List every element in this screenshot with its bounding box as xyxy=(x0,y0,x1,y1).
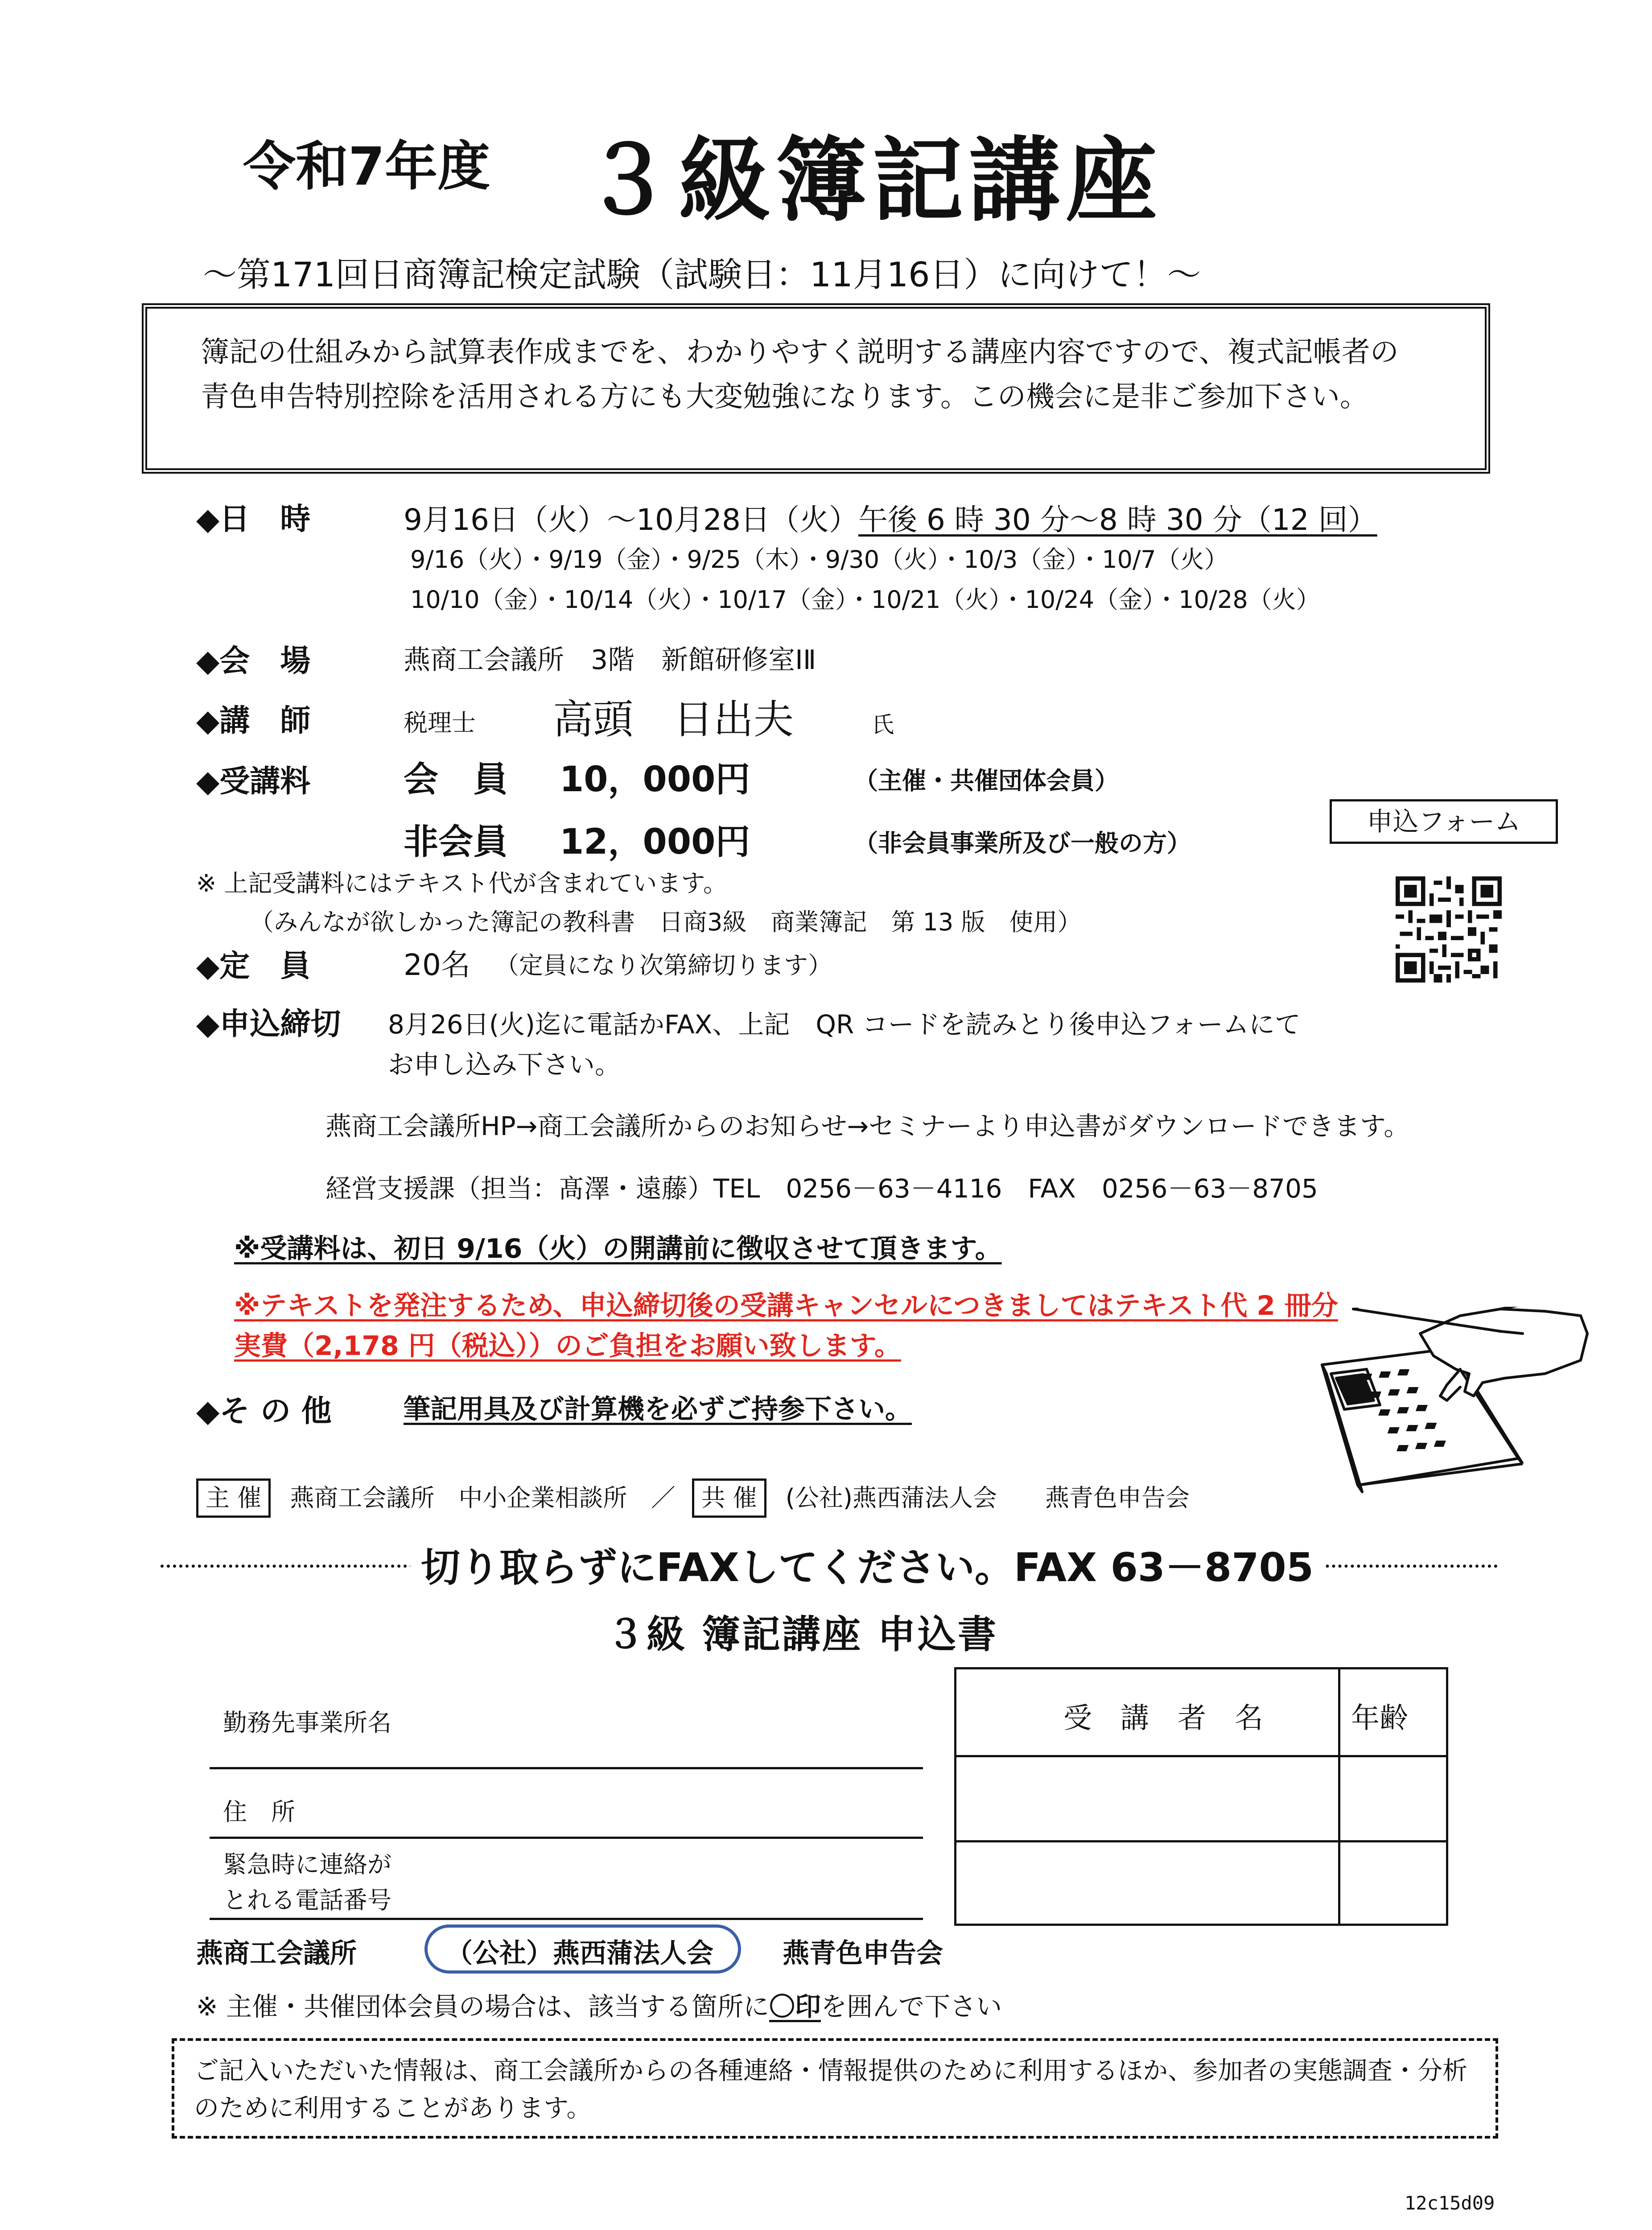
subtitle: ～第171回日商簿記検定試験（試験日：11月16日）に向けて！～ xyxy=(203,255,1201,294)
fee-nonmember-label: 非会員 xyxy=(404,822,508,862)
privacy-text: ご記入いただいた情報は、商工会議所からの各種連絡・情報提供のために利用するほか、参加者の実態調査・分析のために利用することがあります。 xyxy=(194,2057,1467,2123)
fax-instruction: 切り取らずにFAXしてください。FAX 63－8705 xyxy=(410,1536,1324,1593)
fee-member-amount: 10，000円 xyxy=(560,760,750,800)
schedule-time: 午後 6 時 30 分～8 時 30 分（12 回） xyxy=(858,503,1377,537)
fee-member-label: 会 員 xyxy=(404,760,508,800)
member-group-3[interactable]: 燕青色申告会 xyxy=(783,1938,943,1969)
capacity-label: ◆定 員 xyxy=(196,949,311,984)
attendee-age-field-1[interactable] xyxy=(1340,1757,1446,1840)
deadline-line-2: お申し込み下さい。 xyxy=(388,1049,621,1080)
cohost-value: (公社)燕西蒲法人会 燕青色申告会 xyxy=(785,1484,1190,1512)
member-instruction xyxy=(196,1986,1002,2023)
cohost-label: 共 催 xyxy=(692,1478,766,1518)
attendee-age-field-2[interactable] xyxy=(1340,1842,1446,1924)
venue-value: 燕商工会議所 3階 新館研修室ⅠⅡ xyxy=(404,644,816,676)
document-code: 12c15d09 xyxy=(1405,2192,1495,2214)
other-label: ◆そ の 他 xyxy=(196,1394,332,1429)
attendee-table xyxy=(954,1667,1448,1926)
address-field[interactable] xyxy=(210,1837,923,1839)
host-label: 主 催 xyxy=(196,1478,271,1518)
instructor-title: 税理士 xyxy=(404,709,476,737)
instructor-honorific: 氏 xyxy=(872,712,894,738)
venue-label: ◆会 場 xyxy=(196,644,311,679)
fee-nonmember-note: （非会員事業所及び一般の方） xyxy=(854,829,1191,857)
company-field[interactable] xyxy=(210,1767,923,1769)
attendee-name-field-1[interactable] xyxy=(956,1757,1336,1840)
schedule-dates-2: 10/10（金）・10/14（火）・10/17（金）・10/21（火）・10/24（金）・10/28（火） xyxy=(410,586,1320,614)
cancel-notice-2: 実費（2,178 円（税込））のご負担をお願い致します。 xyxy=(234,1330,901,1362)
member-instruction-prefix: ※ 主催・共催団体会員の場合は、該当する箇所に xyxy=(196,1991,770,2022)
schedule-dates-1: 9/16（火）・9/19（金）・9/25（木）・9/30（火）・10/3（金）・10/7（火） xyxy=(410,545,1228,574)
intro-box xyxy=(142,303,1490,474)
fee-label: ◆受講料 xyxy=(196,764,311,799)
address-label: 住 所 xyxy=(223,1798,295,1826)
attendee-name-field-2[interactable] xyxy=(956,1842,1336,1924)
member-instruction-suffix: を囲んで下さい xyxy=(821,1991,1002,2022)
calculator-hand-illustration-icon xyxy=(1313,1307,1590,1494)
intro-text: 簿記の仕組みから試算表作成までを、わかりやすく説明する講座内容ですので、複式記帳者の青色申告特別控除を活用される方にも大変勉強になります。この機会に是非ご参加下さい。 xyxy=(201,336,1399,413)
title-prefix: 令和7年度 xyxy=(243,136,490,197)
organizers-row xyxy=(196,1478,1190,1518)
phone-label-2: とれる電話番号 xyxy=(223,1886,391,1914)
attendee-header: 受 講 者 名 xyxy=(1063,1702,1263,1735)
member-instruction-mark: 〇印 xyxy=(769,1991,821,2022)
fee-note-1: ※ 上記受講料にはテキスト代が含まれています。 xyxy=(196,869,728,897)
schedule-date-range: 9月16日（火）～10月28日（火） xyxy=(404,503,858,537)
host-value: 燕商工会議所 中小企業相談所 ／ xyxy=(290,1484,676,1512)
form-title: ３級 簿記講座 申込書 xyxy=(606,1612,998,1657)
cancel-notice-1: ※テキストを発注するため、申込締切後の受講キャンセルにつきましてはテキスト代 2 冊分 xyxy=(234,1290,1338,1321)
instructor-label: ◆講 師 xyxy=(196,703,311,739)
contact-info: 経営支援課（担当：髙澤・遠藤）TEL 0256－63－4116 FAX 0256－63－8705 xyxy=(325,1173,1318,1204)
phone-label-1: 緊急時に連絡が xyxy=(223,1850,391,1879)
fee-note-2: （みんなが欲しかった簿記の教科書 日商3級 商業簿記 第 13 版 使用） xyxy=(250,908,1082,936)
phone-field[interactable] xyxy=(210,1918,923,1920)
application-form-link[interactable]: 申込フォーム xyxy=(1330,799,1558,844)
deadline-line-3: 燕商工会議所HP→商工会議所からのお知らせ→セミナーより申込書がダウンロードできます。 xyxy=(325,1111,1410,1141)
qr-code-icon[interactable] xyxy=(1396,876,1502,983)
age-header: 年齢 xyxy=(1351,1702,1408,1735)
schedule-main xyxy=(404,496,1377,538)
capacity-note: （定員になり次第締切ります） xyxy=(495,951,832,979)
other-value: 筆記用具及び計算機を必ずご持参下さい。 xyxy=(404,1394,912,1425)
fee-member-note: （主催・共催団体会員） xyxy=(854,767,1119,795)
capacity-value: 20名 xyxy=(404,948,470,982)
payment-notice: ※受講料は、初日 9/16（火）の開講前に徴収させて頂きます。 xyxy=(234,1233,1002,1264)
company-label: 勤務先事業所名 xyxy=(223,1709,391,1737)
instructor-name: 高頭 日出夫 xyxy=(553,696,794,743)
member-group-1[interactable]: 燕商工会議所 xyxy=(196,1938,357,1969)
schedule-label: ◆日 時 xyxy=(196,502,311,537)
privacy-box xyxy=(172,2038,1498,2139)
member-group-2[interactable]: （公社）燕西蒲法人会 xyxy=(446,1938,713,1969)
fee-nonmember-amount: 12，000円 xyxy=(560,822,750,862)
deadline-label: ◆申込締切 xyxy=(196,1007,341,1042)
page-title: ３級簿記講座 xyxy=(582,128,1162,234)
deadline-line-1: 8月26日(火)迄に電話かFAX、上記 QR コードを読みとり後申込フォームにて xyxy=(388,1009,1301,1040)
